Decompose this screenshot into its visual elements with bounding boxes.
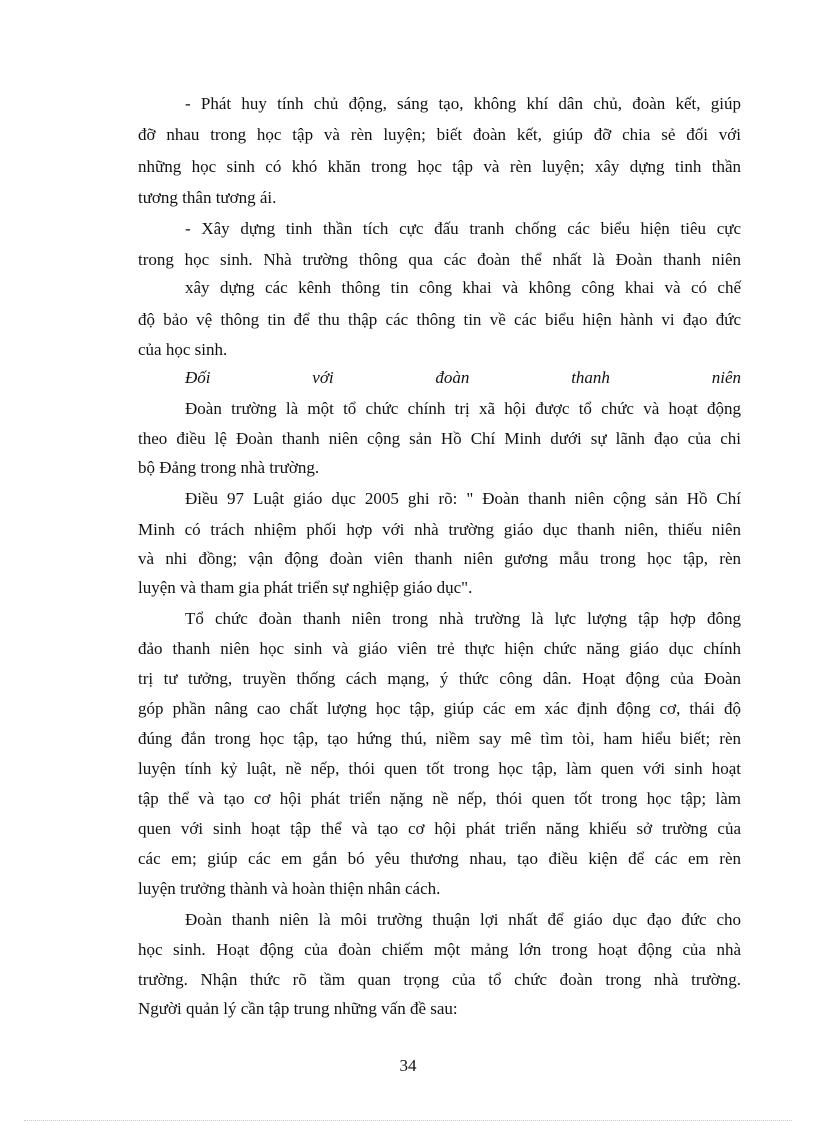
text-line: học sinh. Hoạt động của đoàn chiếm một mảng lớn trong hoạt động của nhà [138,940,741,959]
text-line: các em; giúp các em gắn bó yêu thương nhau, tạo điều kiện để các em rèn [138,849,741,868]
text-line: và nhi đồng; vận động đoàn viên thanh niên gương mẫu trong học tập, rèn [138,549,741,568]
text-line: luyện tính kỷ luật, nề nếp, thói quen tốt trong học tập, làm quen với sinh hoạt [138,759,741,778]
text-line: luyện trưởng thành và hoàn thiện nhân cách. [138,879,441,898]
text-line: - Xây dựng tinh thần tích cực đấu tranh chống các biểu hiện tiêu cực [185,219,741,238]
text-line: trong học sinh. Nhà trường thông qua các đoàn thể nhất là Đoàn thanh niên [138,250,741,269]
text-line: trường. Nhận thức rõ tầm quan trọng của tổ chức đoàn trong nhà trường. [138,970,741,989]
text-line: của học sinh. [138,340,228,359]
page-number: 34 [399,1056,417,1075]
text-line: xây dựng các kênh thông tin công khai và không công khai và có chế [185,278,741,297]
text-line: luyện và tham gia phát triển sự nghiệp giáo dục". [138,578,473,597]
text-line: bộ Đảng trong nhà trường. [138,458,320,477]
text-line: đúng đắn trong học tập, tạo hứng thú, niềm say mê tìm tòi, ham hiểu biết; rèn [138,729,741,748]
text-line: Điều 97 Luật giáo dục 2005 ghi rõ: " Đoàn thanh niên cộng sản Hồ Chí [185,489,741,508]
text-line: Tổ chức đoàn thanh niên trong nhà trường là lực lượng tập hợp đông [185,609,741,628]
text-line: Đoàn thanh niên là môi trường thuận lợi nhất để giáo dục đạo đức cho [185,910,741,929]
section-heading: Đối với đoàn thanh niên [185,368,741,387]
page-bottom-divider [24,1120,792,1121]
text-line: Người quản lý cần tập trung những vấn đề sau: [138,999,458,1018]
text-line: - Phát huy tính chủ động, sáng tạo, không khí dân chủ, đoàn kết, giúp [185,94,741,113]
text-line: đảo thanh niên học sinh và giáo viên trẻ thực hiện chức năng giáo dục chính [138,639,741,658]
text-line: trị tư tưởng, truyền thống cách mạng, ý thức công dân. Hoạt động của Đoàn [138,669,741,688]
text-line: đỡ nhau trong học tập và rèn luyện; biết đoàn kết, giúp đỡ chia sẻ đối với [138,125,741,144]
text-line: tương thân tương ái. [138,188,277,207]
text-line: Minh có trách nhiệm phối hợp với nhà trường giáo dục thanh niên, thiếu niên [138,520,741,539]
text-line: theo điều lệ Đoàn thanh niên cộng sản Hồ Chí Minh dưới sự lãnh đạo của chi [138,429,741,448]
text-line: tập thể và tạo cơ hội phát triển nặng nề nếp, thói quen tốt trong học tập; làm [138,789,741,808]
text-line: góp phần nâng cao chất lượng học tập, giúp các em xác định động cơ, thái độ [138,699,741,718]
text-line: những học sinh có khó khăn trong học tập và rèn luyện; xây dựng tinh thần [138,157,741,176]
text-line: quen với sinh hoạt tập thể và tạo cơ hội phát triển năng khiếu sở trường của [138,819,741,838]
text-line: độ bảo vệ thông tin để thu thập các thông tin về các biểu hiện hành vi đạo đức [138,310,741,329]
text-line: Đoàn trường là một tổ chức chính trị xã hội được tổ chức và hoạt động [185,399,741,418]
